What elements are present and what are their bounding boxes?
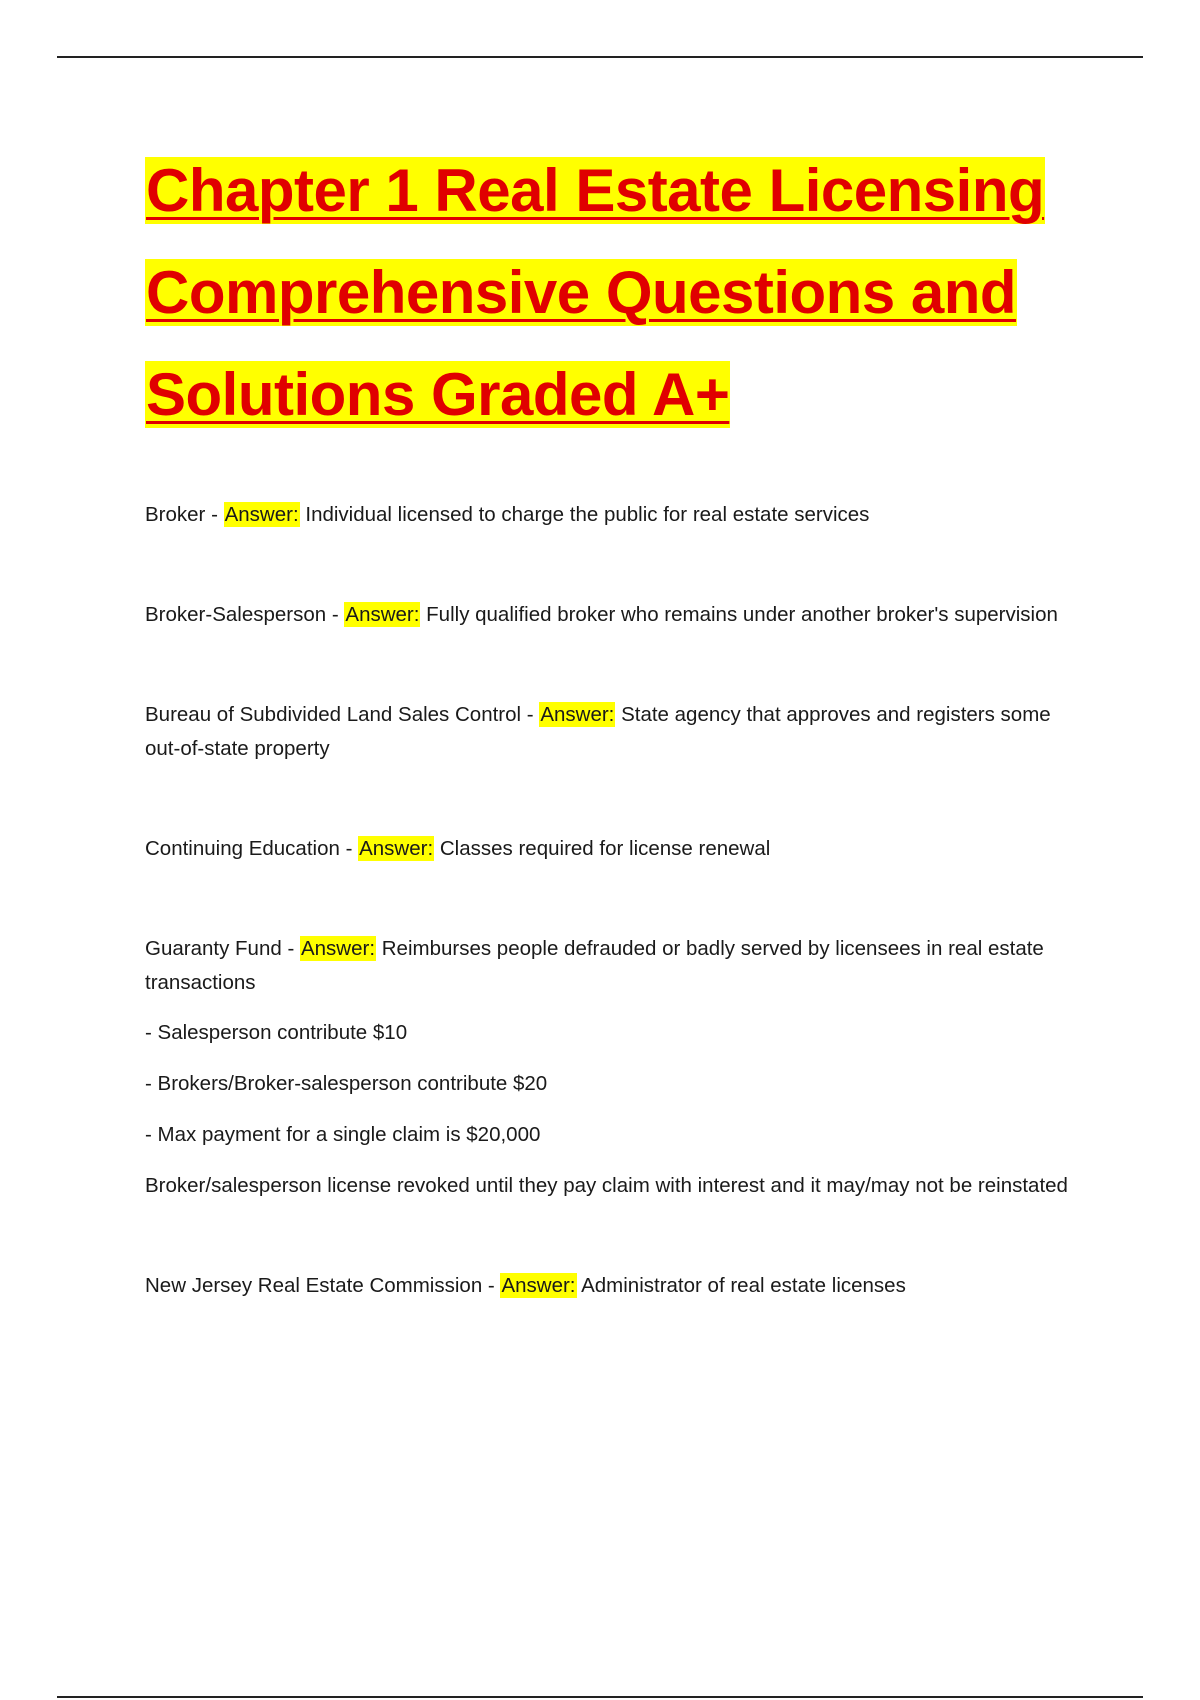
term: New Jersey Real Estate Commission xyxy=(145,1274,483,1297)
term: Broker-Salesperson xyxy=(145,603,327,626)
qa-list xyxy=(145,498,1085,1303)
qa-line: Broker-Salesperson - Answer: Fully qualified broker who remains under another broker's supervision xyxy=(145,603,1058,626)
qa-entry-continuing-education xyxy=(145,832,1085,866)
qa-line: Guaranty Fund - Answer: Reimburses people defrauded or badly served by licensees in real estate transactions xyxy=(145,937,1044,994)
detail-line: - Brokers/Broker-salesperson contribute $20 xyxy=(145,1072,548,1095)
detail-line: - Max payment for a single claim is $20,000 xyxy=(145,1123,541,1146)
definition: Reimburses people defrauded or badly served by licensees in real estate transactions xyxy=(145,937,1044,994)
title-highlight: Chapter 1 Real Estate Licensing Comprehensive Questions and Solutions Graded A+ xyxy=(146,157,1045,428)
qa-line: Broker - Answer: Individual licensed to charge the public for real estate services xyxy=(145,503,870,526)
detail-line: - Salesperson contribute $10 xyxy=(145,1021,408,1044)
footer-rule xyxy=(57,1696,1143,1698)
definition: Individual licensed to charge the public for real estate services xyxy=(305,503,870,526)
answer-label: Answer: xyxy=(345,603,420,626)
qa-entry-bureau-subdivided-land xyxy=(145,698,1085,766)
qa-line: Continuing Education - Answer: Classes required for license renewal xyxy=(145,837,771,860)
definition: Administrator of real estate licenses xyxy=(581,1274,906,1297)
answer-label: Answer: xyxy=(224,503,299,526)
qa-line: New Jersey Real Estate Commission - Answer: Administrator of real estate licenses xyxy=(145,1274,906,1297)
definition: Fully qualified broker who remains under another broker's supervision xyxy=(426,603,1058,626)
qa-entry-nj-real-estate-commission xyxy=(145,1269,1085,1303)
term: Continuing Education xyxy=(145,837,340,860)
qa-entry-broker xyxy=(145,498,1085,532)
header-rule xyxy=(57,56,1143,58)
answer-label: Answer: xyxy=(540,703,615,726)
document-body xyxy=(145,140,1085,1303)
answer-label: Answer: xyxy=(359,837,434,860)
qa-entry-guaranty-fund xyxy=(145,932,1085,1203)
document-title xyxy=(145,140,1085,446)
definition: Classes required for license renewal xyxy=(439,837,771,860)
term: Guaranty Fund xyxy=(145,937,282,960)
term: Broker xyxy=(145,503,206,526)
answer-label: Answer: xyxy=(300,937,376,960)
definition: State agency that approves and registers some out-of-state property xyxy=(145,703,1051,760)
answer-label: Answer: xyxy=(501,1274,576,1297)
qa-line: Bureau of Subdivided Land Sales Control - Answer: State agency that approves and registers some out-of-state property xyxy=(145,703,1051,760)
detail-line: Broker/salesperson license revoked until they pay claim with interest and it may/may not be reinstated xyxy=(145,1174,1068,1197)
term: Bureau of Subdivided Land Sales Control xyxy=(145,703,522,726)
qa-entry-broker-salesperson xyxy=(145,598,1085,632)
